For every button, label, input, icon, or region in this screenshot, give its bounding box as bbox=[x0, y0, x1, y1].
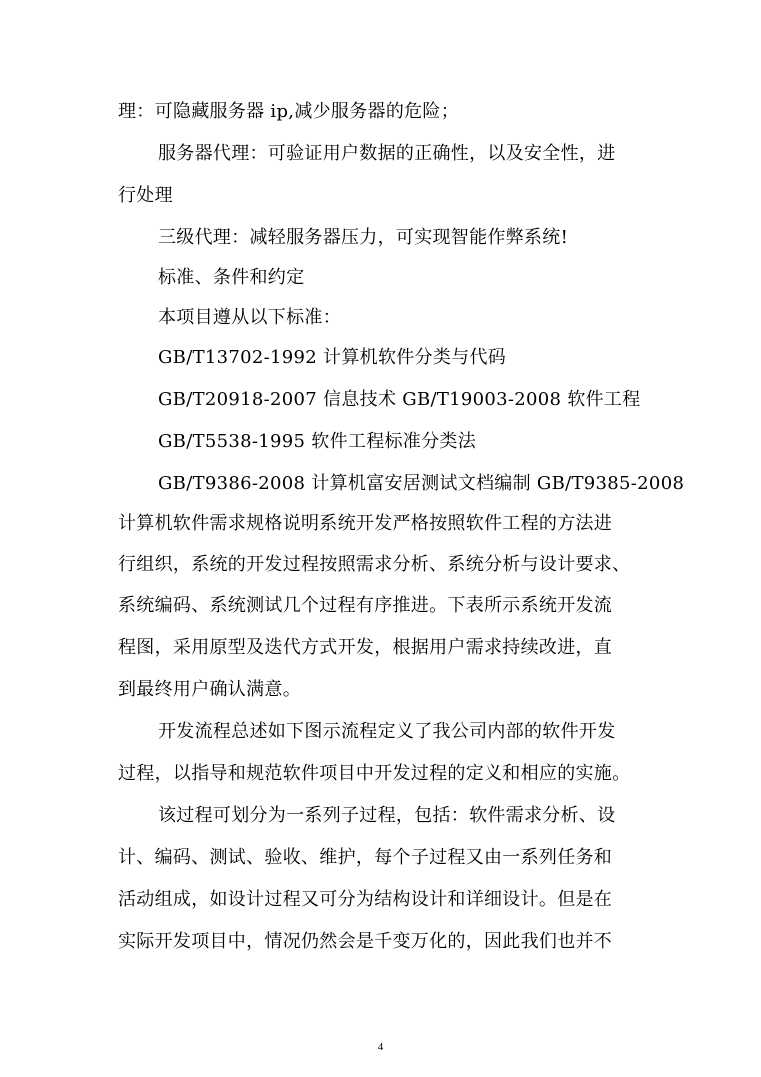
text-line-19: 计、编码、测试、验收、维护，每个子过程又由一系列任务和 bbox=[118, 847, 613, 868]
text-line-16: 开发流程总述如下图示流程定义了我公司内部的软件开发 bbox=[158, 721, 616, 742]
text-line-4: 三级代理：减轻服务器压力，可实现智能作弊系统! bbox=[158, 227, 569, 248]
page-number: 4 bbox=[377, 1041, 384, 1053]
standard-item-4: GB/T9386-2008 计算机富安居测试文档编制 GB/T9385-2008 bbox=[158, 473, 685, 494]
text-line-18: 该过程可划分为一系列子过程，包括：软件需求分析、设 bbox=[158, 805, 616, 826]
text-line-14: 程图，采用原型及迭代方式开发，根据用户需求持续改进，直 bbox=[118, 637, 613, 658]
text-line-11: 计算机软件需求规格说明系统开发严格按照软件工程的方法进 bbox=[118, 513, 613, 534]
text-line-1: 理：可隐藏服务器 ip,减少服务器的危险； bbox=[118, 101, 460, 122]
text-line-6: 本项目遵从以下标准： bbox=[158, 307, 341, 328]
text-line-3: 行处理 bbox=[118, 185, 173, 206]
text-line-17: 过程，以指导和规范软件项目中开发过程的定义和相应的实施。 bbox=[118, 763, 631, 784]
text-line-12: 行组织，系统的开发过程按照需求分析、系统分析与设计要求、 bbox=[118, 554, 631, 575]
section-heading: 标准、条件和约定 bbox=[158, 267, 305, 288]
text-line-13: 系统编码、系统测试几个过程有序推进。下表所示系统开发流 bbox=[118, 595, 613, 616]
text-line-21: 实际开发项目中，情况仍然会是千变万化的，因此我们也并不 bbox=[118, 931, 613, 952]
standard-item-1: GB/T13702-1992 计算机软件分类与代码 bbox=[158, 347, 507, 368]
standard-item-2: GB/T20918-2007 信息技术 GB/T19003-2008 软件工程 bbox=[158, 389, 641, 410]
text-line-15: 到最终用户确认满意。 bbox=[118, 679, 301, 700]
text-line-20: 活动组成，如设计过程又可分为结构设计和详细设计。但是在 bbox=[118, 889, 613, 910]
standard-item-3: GB/T5538-1995 软件工程标准分类法 bbox=[158, 431, 476, 452]
text-line-2: 服务器代理：可验证用户数据的正确性，以及安全性，进 bbox=[158, 143, 616, 164]
